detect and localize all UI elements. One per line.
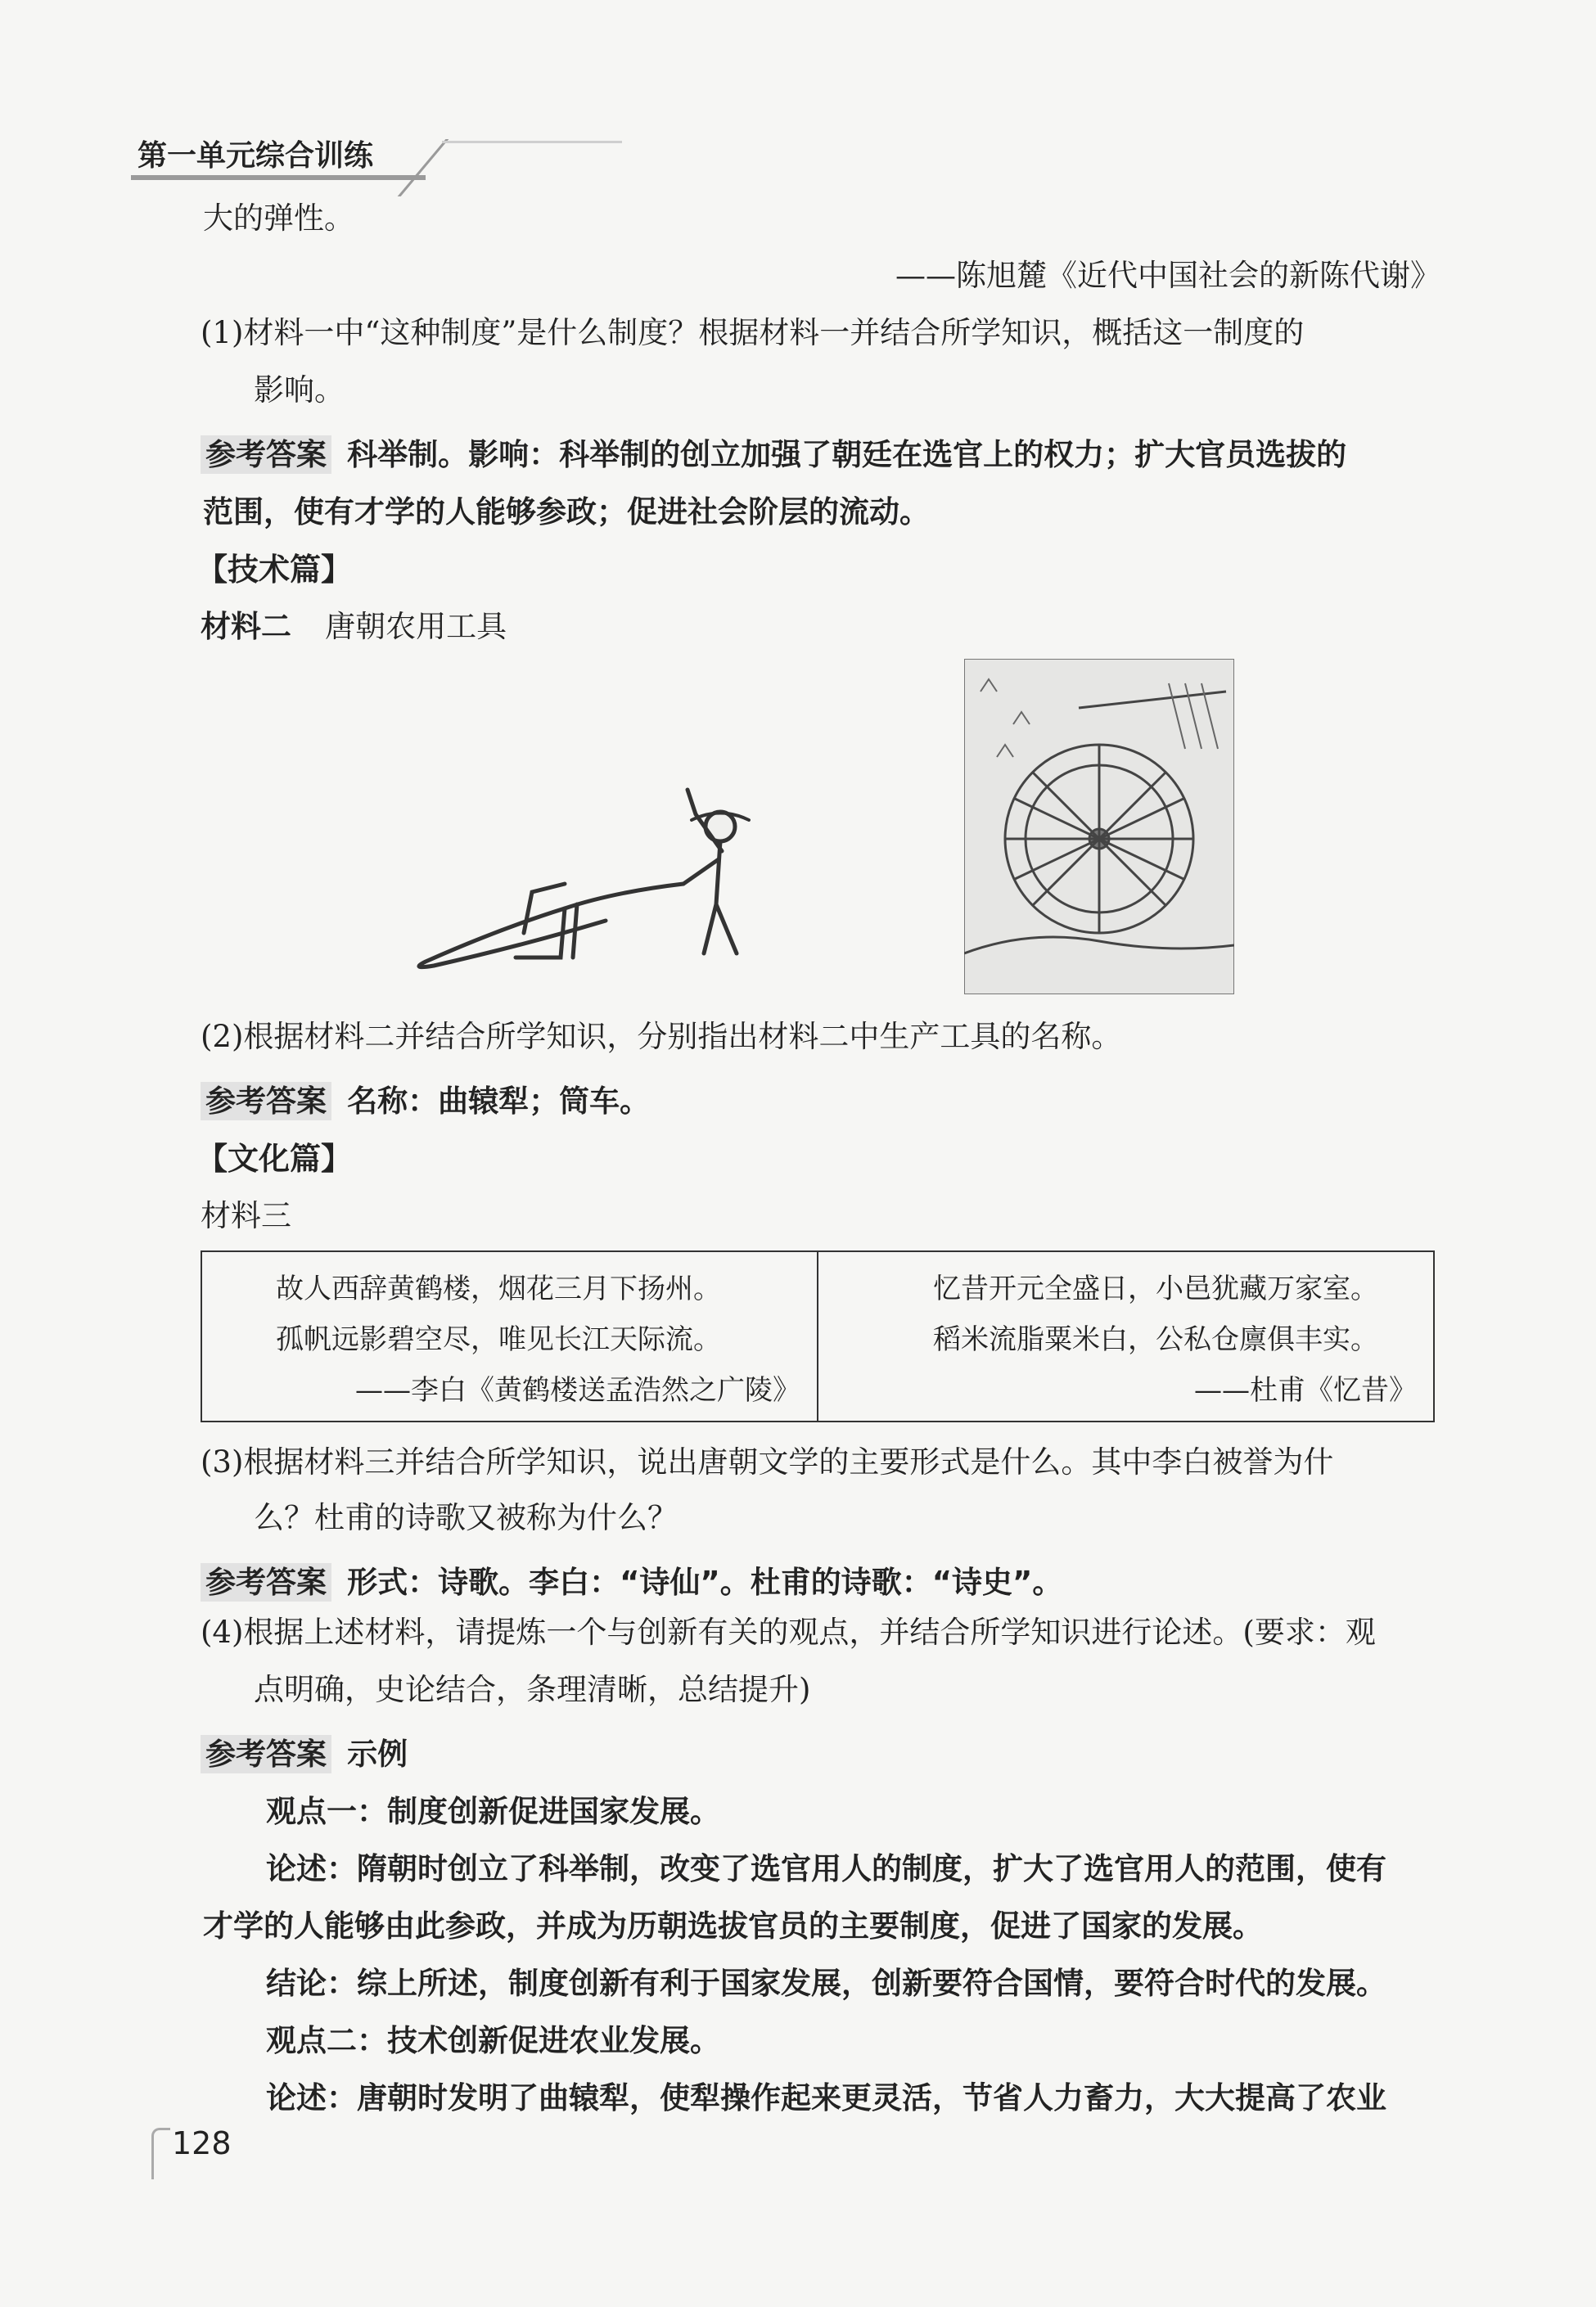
answer-label: 参考答案 — [201, 1563, 331, 1602]
page-number: 128 — [172, 2125, 232, 2161]
q4-conclusion1: 结论：综上所述，制度创新有利于国家发展，创新要符合国情，要符合时代的发展。 — [266, 1966, 1386, 2001]
unit-title: 第一单元综合训练 — [138, 139, 374, 173]
q4-answer-intro: 示例 — [347, 1737, 408, 1772]
poem-right-source: ——杜甫《忆昔》 — [1194, 1374, 1417, 1407]
q2-question: (2)根据材料二并结合所学知识，分别指出材料二中生产工具的名称。 — [201, 1019, 1122, 1054]
material-2-line — [201, 602, 507, 646]
answer-label: 参考答案 — [201, 435, 331, 474]
q1-answer-line1 — [201, 430, 1346, 474]
q3-question-line1: (3)根据材料三并结合所学知识，说出唐朝文学的主要形式是什么。其中李白被誉为什 — [201, 1444, 1334, 1480]
intro-source: ——陈旭麓《近代中国社会的新陈代谢》 — [895, 258, 1440, 293]
poem-right — [817, 1252, 1433, 1421]
poem-left-source: ——李白《黄鹤楼送孟浩然之广陵》 — [355, 1374, 800, 1407]
header-rule — [131, 175, 426, 180]
culture-heading: 【文化篇】 — [196, 1141, 353, 1177]
curved-plough-illustration — [401, 769, 778, 1007]
material-2-title: 唐朝农用工具 — [325, 609, 507, 644]
q4-argue1-line1: 论述：隋朝时创立了科举制，改变了选官用人的制度，扩大了选官用人的范围，使有 — [266, 1851, 1386, 1886]
waterwheel-illustration — [964, 659, 1234, 994]
q2-answer-line — [201, 1076, 650, 1120]
q3-question-line2: 么？杜甫的诗歌又被称为什么？ — [254, 1500, 678, 1535]
intro-continuation: 大的弹性。 — [203, 201, 354, 236]
poem-right-line1: 忆昔开元全盛日，小邑犹藏万家室。 — [933, 1273, 1378, 1305]
answer-label: 参考答案 — [201, 1735, 331, 1773]
material-3-label: 材料三 — [201, 1198, 291, 1233]
tech-heading: 【技术篇】 — [196, 552, 353, 588]
q4-question-line1: (4)根据上述材料，请提炼一个与创新有关的观点，并结合所学知识进行论述。(要求：观 — [201, 1615, 1376, 1650]
material-2-label: 材料二 — [201, 609, 291, 644]
poem-left — [202, 1252, 817, 1421]
poem-left-line2: 孤帆远影碧空尽，唯见长江天际流。 — [276, 1323, 721, 1356]
header-thin-rule — [442, 141, 622, 143]
q4-argue1-line2: 才学的人能够由此参政，并成为历朝选拔官员的主要制度，促进了国家的发展。 — [203, 1908, 1263, 1944]
q1-question-line1: (1)材料一中“这种制度”是什么制度？根据材料一并结合所学知识，概括这一制度的 — [201, 315, 1305, 350]
q1-answer-line2: 范围，使有才学的人能够参政；促进社会阶层的流动。 — [203, 494, 930, 529]
q1-question-line2: 影响。 — [254, 372, 345, 408]
poem-left-line1: 故人西辞黄鹤楼，烟花三月下扬州。 — [276, 1273, 721, 1305]
q4-argue2-line1: 论述：唐朝时发明了曲辕犁，使犁操作起来更灵活，节省人力畜力，大大提高了农业 — [266, 2080, 1386, 2116]
q3-answer-line — [201, 1557, 1062, 1602]
q4-answer-line — [201, 1729, 408, 1773]
header-slash-decoration — [398, 139, 449, 196]
q3-answer-text: 形式：诗歌。李白：“诗仙”。杜甫的诗歌：“诗史”。 — [347, 1565, 1063, 1600]
q1-answer-text1: 科举制。影响：科举制的创立加强了朝廷在选官上的权力；扩大官员选拔的 — [347, 437, 1347, 472]
q2-answer-text: 名称：曲辕犁；筒车。 — [347, 1084, 651, 1119]
material-3-poem-box — [201, 1250, 1435, 1422]
q4-question-line2: 点明确，史论结合，条理清晰，总结提升) — [254, 1672, 811, 1707]
q4-view1: 观点一：制度创新促进国家发展。 — [266, 1794, 720, 1829]
poem-right-line2: 稻米流脂粟米白，公私仓廪俱丰实。 — [933, 1323, 1378, 1356]
answer-label: 参考答案 — [201, 1082, 331, 1120]
page-number-bracket — [151, 2128, 170, 2179]
q4-view2: 观点二：技术创新促进农业发展。 — [266, 2023, 720, 2058]
